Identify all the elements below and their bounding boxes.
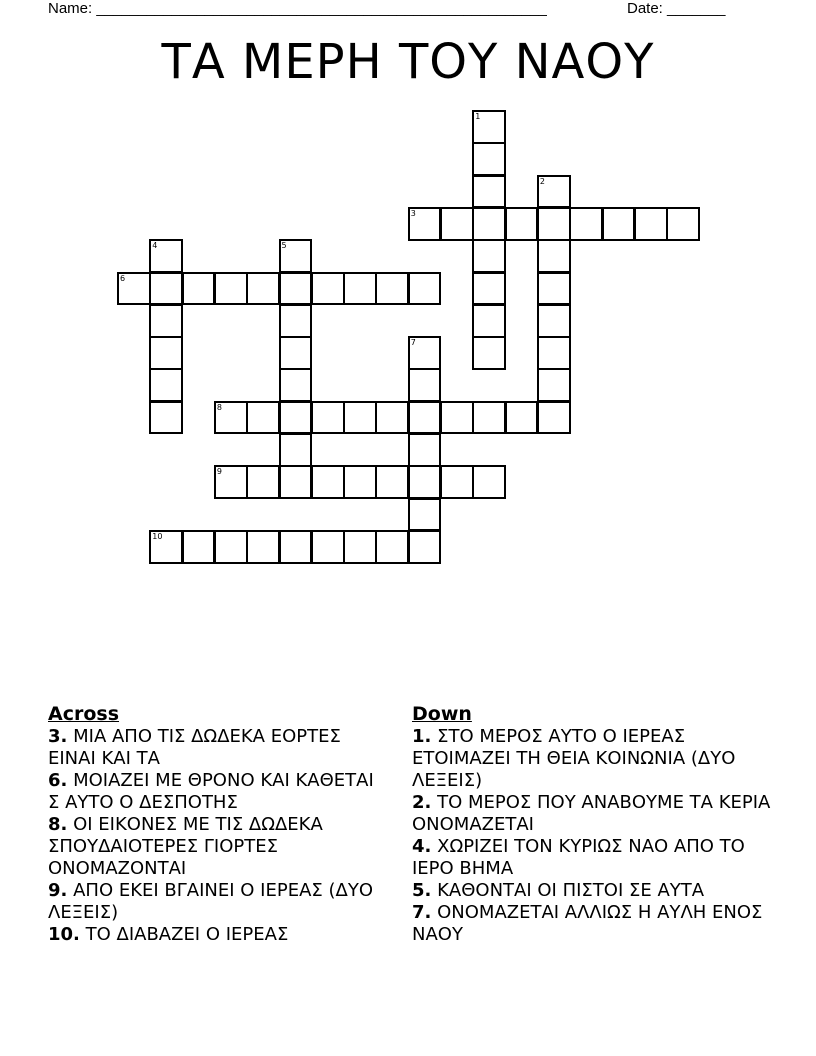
grid-cell[interactable] [149,304,183,338]
clue-item [48,726,388,770]
clue-number: 5 [281,241,287,251]
grid-cell[interactable] [214,530,248,564]
grid-cell[interactable] [343,401,377,435]
grid-cell[interactable] [343,272,377,306]
clue-item [412,880,772,902]
grid-cell[interactable] [279,239,313,273]
clue-item-text: ΧΩΡΙΖΕΙ ΤΟΝ ΚΥΡΙΩΣ ΝΑΟ ΑΠΟ ΤΟ ΙΕΡΟ ΒΗΜΑ [412,836,745,879]
name-field-label [48,0,547,17]
clue-item-text: ΤΟ ΔΙΑΒΑΖΕΙ Ο ΙΕΡΕΑΣ [85,924,289,945]
grid-cell[interactable] [149,272,183,306]
grid-cell[interactable] [408,401,442,435]
across-heading: Across [48,703,120,725]
grid-cell[interactable] [537,272,571,306]
grid-cell[interactable] [214,401,248,435]
grid-cell[interactable] [472,142,506,176]
grid-cell[interactable] [375,272,409,306]
clue-item [412,902,772,946]
grid-cell[interactable] [246,272,280,306]
clue-item-text: ΜΙΑ ΑΠΟ ΤΙΣ ΔΩΔΕΚΑ ΕΟΡΤΕΣ ΕΙΝΑΙ ΚΑΙ ΤΑ [48,726,341,769]
clue-item-text: ΣΤΟ ΜΕΡΟΣ ΑΥΤΟ Ο ΙΕΡΕΑΣ ΕΤΟΙΜΑΖΕΙ ΤΗ ΘΕΙΑ ΚΟΙΝΩΝΙΑ (ΔΥΟ ΛΕΞΕΙΣ) [412,726,736,791]
clue-item-number: 6. [48,770,68,791]
grid-cell[interactable] [311,530,345,564]
grid-cell[interactable] [149,239,183,273]
grid-cell[interactable] [537,304,571,338]
grid-cell[interactable] [472,336,506,370]
grid-cell[interactable] [149,336,183,370]
clue-number: 2 [539,176,545,186]
grid-cell[interactable] [246,530,280,564]
grid-cell[interactable] [472,239,506,273]
grid-cell[interactable] [408,368,442,402]
grid-cell[interactable] [311,465,345,499]
clue-number: 4 [152,241,158,251]
grid-cell[interactable] [472,110,506,144]
clue-item [412,792,772,836]
grid-cell[interactable] [375,401,409,435]
clue-number: 9 [216,467,222,477]
clue-item-number: 10. [48,924,80,945]
grid-cell[interactable] [472,272,506,306]
grid-cell[interactable] [505,401,539,435]
date-field-label: Date: _______ [627,0,726,17]
grid-cell[interactable] [182,272,216,306]
grid-cell[interactable] [408,433,442,467]
grid-cell[interactable] [214,272,248,306]
grid-cell[interactable] [408,336,442,370]
clue-item-number: 1. [412,726,432,747]
grid-cell[interactable] [311,401,345,435]
grid-cell[interactable] [279,272,313,306]
grid-cell[interactable] [408,272,442,306]
grid-cell[interactable] [634,207,668,241]
grid-cell[interactable] [537,401,571,435]
clue-item-number: 7. [412,902,432,923]
clue-number: 3 [410,208,416,218]
down-clues [412,702,772,946]
clue-number: 10 [152,531,163,541]
grid-cell[interactable] [408,530,442,564]
grid-cell[interactable] [279,304,313,338]
clue-item-number: 3. [48,726,68,747]
clue-number: 7 [410,338,416,348]
across-clue-list [48,726,388,946]
clue-item-text: ΤΟ ΜΕΡΟΣ ΠΟΥ ΑΝΑΒΟΥΜΕ ΤΑ ΚΕΡΙΑ ΟΝΟΜΑΖΕΤΑΙ [412,792,771,835]
grid-cell[interactable] [440,207,474,241]
grid-cell[interactable] [408,498,442,532]
clue-item [48,770,388,814]
grid-cell[interactable] [279,433,313,467]
clue-item-text: ΚΑΘΟΝΤΑΙ ΟΙ ΠΙΣΤΟΙ ΣΕ ΑΥΤΑ [437,880,705,901]
grid-cell[interactable] [537,336,571,370]
clue-item [412,836,772,880]
grid-cell[interactable] [149,401,183,435]
grid-cell[interactable] [505,207,539,241]
down-clue-list [412,726,772,946]
clue-item-number: 4. [412,836,432,857]
grid-cell[interactable] [343,465,377,499]
grid-cell[interactable] [214,465,248,499]
grid-cell[interactable] [117,272,151,306]
clue-item [48,880,388,924]
grid-cell[interactable] [246,401,280,435]
grid-cell[interactable] [472,304,506,338]
clue-number: 6 [120,273,126,283]
clue-item-number: 5. [412,880,432,901]
grid-cell[interactable] [149,368,183,402]
clue-item-text: ΟΙ ΕΙΚΟΝΕΣ ΜΕ ΤΙΣ ΔΩΔΕΚΑ ΣΠΟΥΔΑΙΟΤΕΡΕΣ ΓΙΟΡΤΕΣ ΟΝΟΜΑΖΟΝΤΑΙ [48,814,323,879]
down-heading: Down [412,703,472,725]
grid-cell[interactable] [408,465,442,499]
grid-cell[interactable] [182,530,216,564]
grid-cell[interactable] [537,175,571,209]
grid-cell[interactable] [311,272,345,306]
grid-cell[interactable] [472,401,506,435]
clue-number: 1 [475,112,481,121]
grid-cell[interactable] [472,465,506,499]
clue-item-text: ΑΠΟ ΕΚΕΙ ΒΓΑΙΝΕΙ Ο ΙΕΡΕΑΣ (ΔΥΟ ΛΕΞΕΙΣ) [48,880,374,923]
grid-cell[interactable] [440,465,474,499]
grid-cell[interactable] [343,530,377,564]
grid-cell[interactable] [537,239,571,273]
clue-item-number: 2. [412,792,432,813]
clue-item-number: 9. [48,880,68,901]
clue-number: 8 [216,402,222,412]
grid-cell[interactable] [246,465,280,499]
across-clues [48,702,388,946]
grid-cell[interactable] [375,530,409,564]
name-line: Name: ______________________________________________________ [48,0,547,17]
grid-cell[interactable] [602,207,636,241]
grid-cell[interactable] [472,207,506,241]
grid-cell[interactable] [279,530,313,564]
clue-item-text: ΜΟΙΑΖΕΙ ΜΕ ΘΡΟΝΟ ΚΑΙ ΚΑΘΕΤΑΙ Σ ΑΥΤΟ Ο ΔΕΣΠΟΤΗΣ [48,770,374,813]
clue-item [412,726,772,792]
grid-cell[interactable] [375,465,409,499]
grid-cell[interactable] [537,207,571,241]
clue-item [48,814,388,880]
grid-cell[interactable] [149,530,183,564]
grid-cell[interactable] [408,207,442,241]
page-title: ΤΑ ΜΕΡΗ ΤΟΥ ΝΑΟΥ [161,34,655,90]
grid-cell[interactable] [279,465,313,499]
grid-cell[interactable] [666,207,700,241]
clue-item-text: ΟΝΟΜΑΖΕΤΑΙ ΑΛΛΙΩΣ Η ΑΥΛΗ ΕΝΟΣ ΝΑΟΥ [412,902,763,945]
clue-item [48,924,388,946]
grid-cell[interactable] [537,368,571,402]
grid-cell[interactable] [569,207,603,241]
grid-cell[interactable] [279,368,313,402]
grid-cell[interactable] [472,175,506,209]
clue-item-number: 8. [48,814,68,835]
grid-cell[interactable] [279,401,313,435]
grid-cell[interactable] [279,336,313,370]
grid-cell[interactable] [440,401,474,435]
